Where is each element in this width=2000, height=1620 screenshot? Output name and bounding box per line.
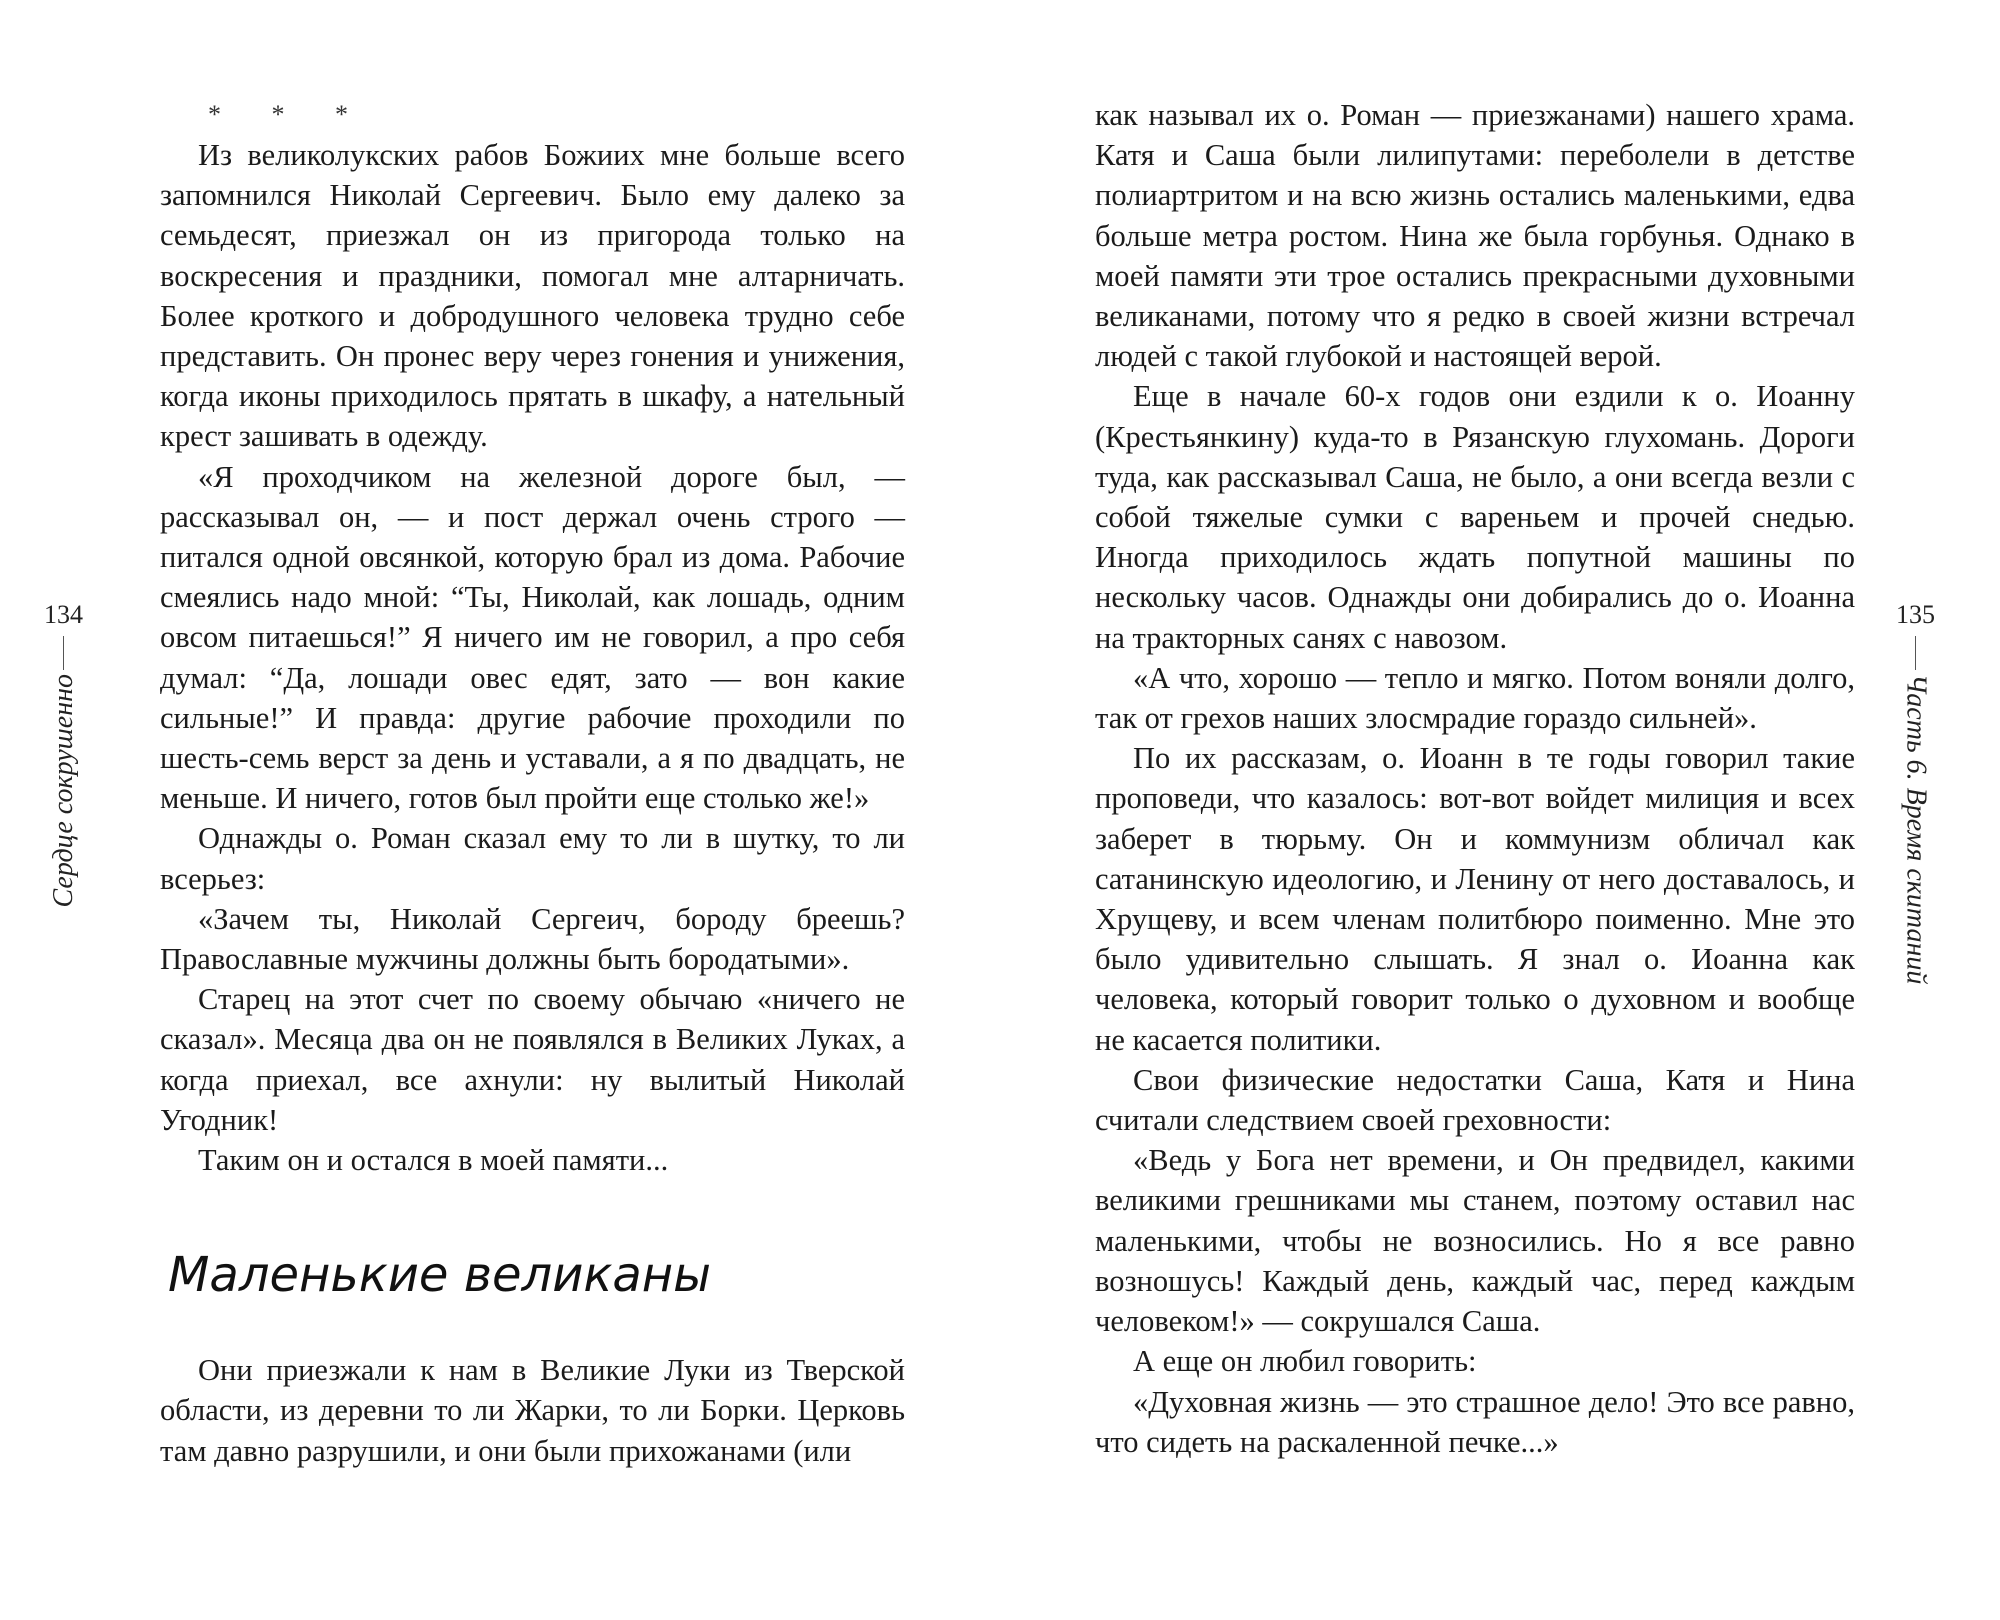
page-number-left: 134 <box>44 600 83 629</box>
right-text-column <box>1095 95 1855 1462</box>
paragraph: Из великолукских рабов Божиих мне больше всего запомнился Николай Сергеевич. Было ему далеко за семьдесят, приезжал он из пригорода только на воскресения и праздники, помогал мне алтарничать. Более кроткого и добродушного человека трудно себе представить. Он пронес веру через гонения и унижения, когда иконы приходилось прятать в шкафу, а нательный крест зашивать в одежду. <box>160 138 905 454</box>
right-page <box>1000 0 2000 1620</box>
left-text-column <box>160 95 905 1471</box>
paragraph: Старец на этот счет по своему обычаю «ничего не сказал». Месяца два он не появлялся в Великих Луках, а когда приехал, все ахнули: ну вылитый Николай Угодник! <box>160 982 905 1137</box>
paragraph: «Я проходчиком на железной дороге был, — рассказывал он, — и пост держал очень строго — питался одной овсянкой, которую брал из дома. Рабочие смеялись надо мной: “Ты, Николай, как лошадь, одним овсом питаешься!” Я ничего им не говорил, а про себя думал: “Да, лошади овес едят, зато — вон какие сильные!” И правда: другие рабочие проходили по шесть-семь верст за день и уставали, а я по двадцать, не меньше. И ничего, готов был пройти еще столько же!» <box>160 459 905 816</box>
page-number-right: 135 <box>1896 600 1935 629</box>
margin-divider <box>63 636 64 670</box>
paragraph: Они приезжали к нам в Великие Луки из Тверской области, из деревни то ли Жарки, то ли Борки. Церковь там давно разрушили, и они были прихожанами (или <box>160 1353 905 1468</box>
paragraph: «Зачем ты, Николай Сергеич, бороду бреешь? Православные мужчины должны быть бородатыми». <box>160 901 905 977</box>
paragraph: По их рассказам, о. Иоанн в те годы говорил такие проповеди, что казалось: вот-вот войдет милиция и всех заберет в тюрьму. Он и коммунизм обличал как сатанинскую идеологию, и Ленину от него доставалось, и Хрущеву, и всем членам политбюро поименно. Мне это было удивительно слышать. Я знал о. Иоанна как человека, который говорит только о духовном и вообще не касается политики. <box>1095 741 1855 1057</box>
running-head-right: Часть 6. Время скитаний <box>1900 674 1932 985</box>
paragraph: Свои физические недостатки Саша, Катя и Нина считали следствием своей греховности: <box>1095 1062 1855 1138</box>
paragraph: «Ведь у Бога нет времени, и Он предвидел, какими великими грешниками мы станем, поэтому оставил нас маленькими, чтобы не возносились. Но я все равно возношусь! Каждый день, каждый час, перед каждым человеком!» — сокрушался Саша. <box>1095 1143 1855 1339</box>
left-margin <box>44 600 83 907</box>
paragraph: А еще он любил говорить: <box>1133 1344 1477 1379</box>
right-margin <box>1896 600 1935 984</box>
running-head-left: Сердце сокрушенно <box>47 674 79 908</box>
section-heading: Маленькие великаны <box>168 1247 712 1304</box>
paragraph: Еще в начале 60-х годов они ездили к о. Иоанну (Крестьянкину) куда-то в Рязанскую глухомань. Дороги туда, как рассказывал Саша, не было, а они всегда везли с собой тяжелые сумки с вареньем и прочей снедью. Иногда приходилось ждать попутной машины по нескольку часов. Однажды они добирались до о. Иоанна на тракторных санях с навозом. <box>1095 379 1855 655</box>
paragraph: Однажды о. Роман сказал ему то ли в шутку, то ли всерьез: <box>160 821 905 896</box>
margin-divider <box>1915 636 1916 670</box>
paragraph-continuation: как называл их о. Роман — приезжанами) нашего храма. Катя и Саша были лилипутами: переболели в детстве полиартритом и на всю жизнь остались маленькими, едва больше метра ростом. Нина же была горбунья. Однако в моей памяти эти трое остались прекрасными духовными великанами, потому что я редко в своей жизни встречал людей с такой глубокой и настоящей верой. <box>1095 98 1855 374</box>
paragraph: Таким он и остался в моей памяти... <box>198 1143 669 1178</box>
paragraph: «Духовная жизнь — это страшное дело! Это все равно, что сидеть на раскаленной печке...» <box>1095 1384 1855 1459</box>
section-separator: * * * <box>208 100 370 129</box>
paragraph: «А что, хорошо — тепло и мягко. Потом воняли долго, так от грехов наших злосмрадие гораздо сильней». <box>1095 660 1855 736</box>
